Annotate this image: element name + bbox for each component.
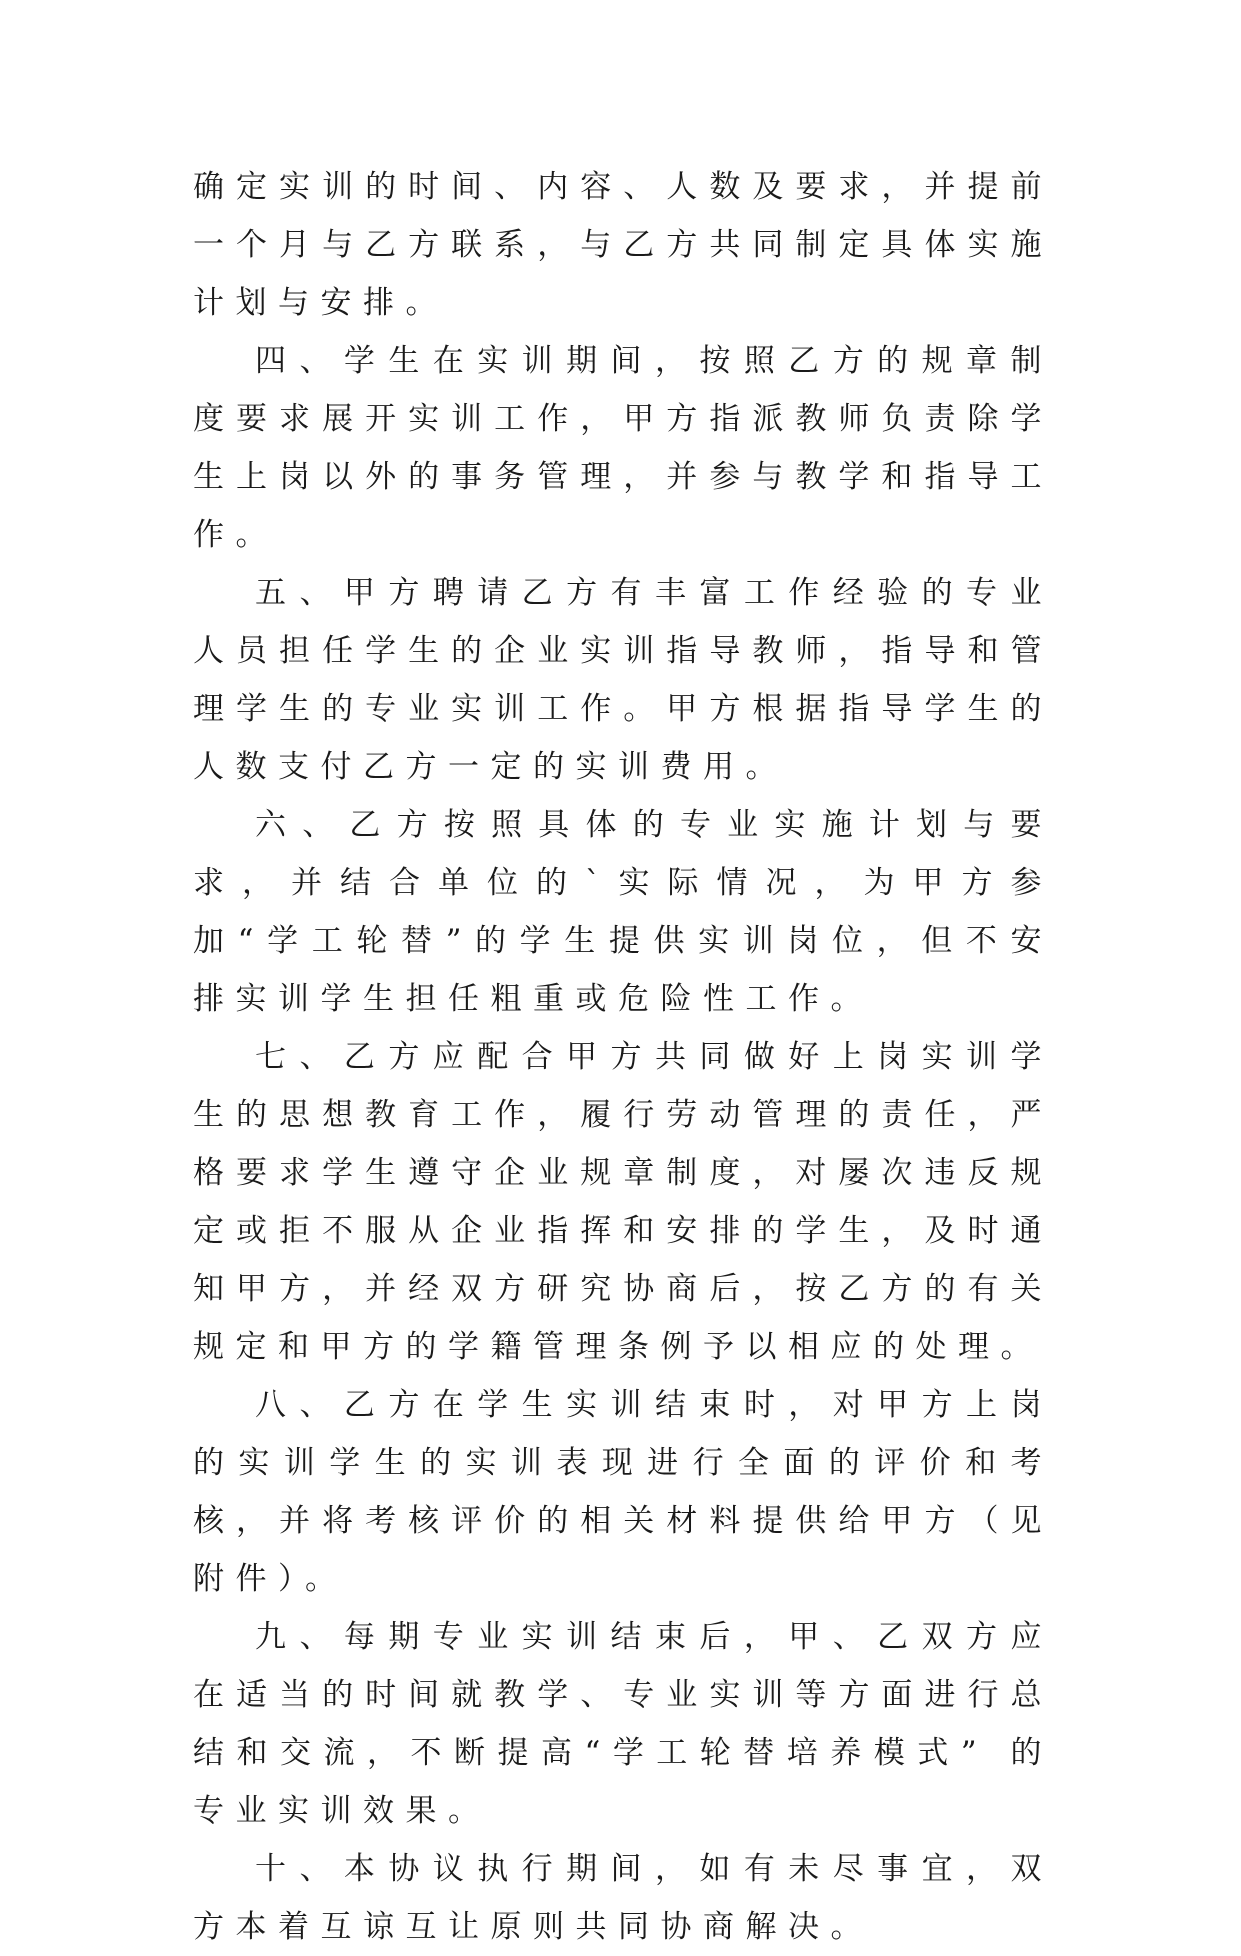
paragraph-continuation: 确定实训的时间、内容、人数及要求，并提前一个月与乙方联系，与乙方共同制定具体实施计划与安排。 bbox=[193, 169, 1053, 321]
clause-8: 八、乙方在学生实训结束时，对甲方上岗的实训学生的实训表现进行全面的评价和考核，并将考核评价的相关材料提供给甲方（见附件）。 bbox=[193, 1387, 1053, 1597]
clause-7: 七、乙方应配合甲方共同做好上岗实训学生的思想教育工作，履行劳动管理的责任，严格要求学生遵守企业规章制度，对屡次违反规定或拒不服从企业指挥和安排的学生，及时通知甲方，并经双方研究协商后，按乙方的有关规定和甲方的学籍管理条例予以相应的处理。 bbox=[193, 1039, 1053, 1365]
clause-6: 六、乙方按照具体的专业实施计划与要求，并结合单位的`实际情况，为甲方参加“学工轮替”的学生提供实训岗位，但不安排实训学生担任粗重或危险性工作。 bbox=[193, 807, 1053, 1017]
clause-9: 九、每期专业实训结束后，甲、乙双方应在适当的时间就教学、专业实训等方面进行总结和交流，不断提高“学工轮替培养模式” 的专业实训效果。 bbox=[193, 1619, 1053, 1829]
clause-10: 十、本协议执行期间，如有未尽事宜，双方本着互谅互让原则共同协商解决。 bbox=[193, 1851, 1053, 1945]
clause-4: 四、学生在实训期间，按照乙方的规章制度要求展开实训工作，甲方指派教师负责除学生上岗以外的事务管理，并参与教学和指导工作。 bbox=[193, 343, 1053, 553]
clause-5: 五、甲方聘请乙方有丰富工作经验的专业人员担任学生的企业实训指导教师，指导和管理学生的专业实训工作。甲方根据指导学生的人数支付乙方一定的实训费用。 bbox=[193, 575, 1053, 785]
document-body bbox=[193, 158, 1053, 1956]
